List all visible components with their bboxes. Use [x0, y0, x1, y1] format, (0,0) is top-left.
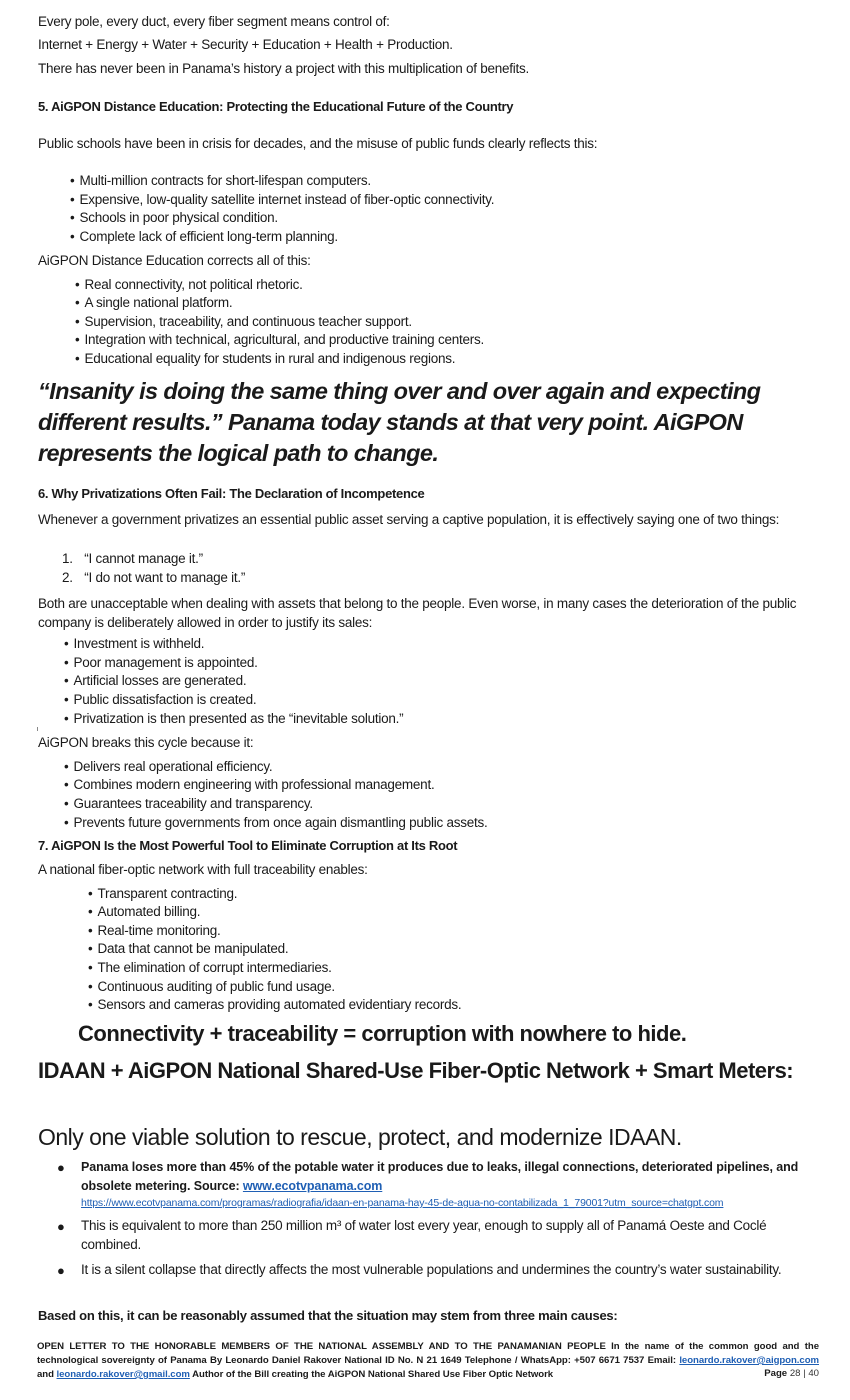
- bullet-icon: ●: [57, 1219, 65, 1234]
- intro-line-3: There has never been in Panama’s history a project with this multiplication of benefits.: [38, 61, 530, 76]
- idaan-bullet-3: It is a silent collapse that directly affects the most vulnerable populations and undermines the country’s water sustainability.: [81, 1262, 782, 1277]
- breaks-item: • Combines modern engineering with professional management.: [64, 777, 434, 792]
- numbered-item-number: 1.: [62, 551, 73, 566]
- source-url-link[interactable]: https://www.ecotvpanama.com/programas/radiografia/idaan-en-panama-hay-45-de-agua-no-contabilizada_1_79001?utm_source=chatgpt.com: [81, 1197, 724, 1209]
- problem-item: • Schools in poor physical condition.: [70, 210, 278, 225]
- idaan-bullet-1: [81, 1158, 821, 1211]
- problem-item: • Complete lack of efficient long-term planning.: [70, 229, 338, 244]
- enables-item: • Sensors and cameras providing automated evidentiary records.: [88, 997, 461, 1012]
- breaks-item: • Delivers real operational efficiency.: [64, 759, 272, 774]
- email-link-gmail[interactable]: leonardo.rakover@gmail.com: [56, 1369, 190, 1380]
- footer-author: Author of the Bill creating the AiGPON National Shared Use Fiber Optic Network: [189, 1369, 554, 1380]
- solution-item: • Educational equality for students in rural and indigenous regions.: [75, 351, 455, 366]
- step-item: • Investment is withheld.: [64, 636, 204, 651]
- page-separator: |: [803, 1368, 806, 1379]
- intro-line-1: Every pole, every duct, every fiber segment means control of:: [38, 14, 390, 29]
- page-total: 40: [808, 1368, 819, 1379]
- email-link-aigpon[interactable]: leonardo.rakover@aigpon.com: [679, 1355, 819, 1366]
- numbered-item-2: [62, 570, 245, 585]
- idaan-conclusion: Based on this, it can be reasonably assumed that the situation may stem from three main causes:: [38, 1308, 618, 1323]
- enables-item: • Real-time monitoring.: [88, 923, 221, 938]
- problem-item: • Multi-million contracts for short-lifespan computers.: [70, 173, 371, 188]
- breaks-item: • Guarantees traceability and transparency.: [64, 796, 313, 811]
- step-item: • Artificial losses are generated.: [64, 673, 246, 688]
- section-6-breaks-intro: AiGPON breaks this cycle because it:: [38, 735, 254, 750]
- corruption-slogan: Connectivity + traceability = corruption with nowhere to hide.: [78, 1021, 687, 1046]
- footer-and: and: [37, 1369, 57, 1380]
- numbered-item-text: “I cannot manage it.”: [84, 551, 203, 566]
- idaan-bullet-2: This is equivalent to more than 250 million m³ of water lost every year, enough to supply all of Panamá Oeste and Coclé combined.: [81, 1218, 767, 1252]
- footer-text: OPEN LETTER TO THE HONORABLE MEMBERS OF THE NATIONAL ASSEMBLY AND TO THE PANAMANIAN PEOPLE In the name of the common good and the technological sovereignty of Panama By Leonardo Daniel Rakover National ID No. N 21 1649 Telephone / WhatsApp: +507 6671 7537 Email:: [37, 1341, 819, 1366]
- idaan-bullet-1-text: Panama loses more than 45% of the potable water it produces due to leaks, illegal connections, deteriorated pipelines, and obsolete metering. Source:: [81, 1160, 799, 1193]
- section-5-heading: 5. AiGPON Distance Education: Protecting the Educational Future of the Country: [38, 99, 514, 114]
- solution-item: • Integration with technical, agricultural, and productive training centers.: [75, 332, 484, 347]
- section-7-heading: 7. AiGPON Is the Most Powerful Tool to Eliminate Corruption at Its Root: [38, 838, 458, 853]
- section-6-both-paragraph: Both are unacceptable when dealing with assets that belong to the people. Even worse, in many cases the deterioration of the public company is deliberately allowed in order to justify its sales:: [38, 596, 797, 630]
- numbered-item-number: 2.: [62, 570, 73, 585]
- solution-item: • Real connectivity, not political rhetoric.: [75, 277, 303, 292]
- problem-item: • Expensive, low-quality satellite internet instead of fiber-optic connectivity.: [70, 192, 494, 207]
- ecotv-link[interactable]: www.ecotvpanama.com: [242, 1179, 383, 1193]
- enables-item: • Automated billing.: [88, 904, 200, 919]
- section-6-intro: Whenever a government privatizes an essential public asset serving a captive population, it is effectively saying one of two things:: [38, 512, 780, 527]
- page-number: [764, 1368, 819, 1379]
- stray-mark: [37, 727, 38, 731]
- enables-item: • Continuous auditing of public fund usage.: [88, 979, 335, 994]
- solution-item: • A single national platform.: [75, 295, 232, 310]
- enables-item: • Data that cannot be manipulated.: [88, 941, 288, 956]
- section-5-intro: Public schools have been in crisis for decades, and the misuse of public funds clearly reflects this:: [38, 136, 598, 151]
- idaan-subtitle: Only one viable solution to rescue, protect, and modernize IDAAN.: [38, 1124, 682, 1150]
- insanity-quote: “Insanity is doing the same thing over and over again and expecting different results.” Panama today stands at that very point. AiGPON represents the logical path to change.: [38, 378, 761, 466]
- idaan-title: IDAAN + AiGPON National Shared-Use Fiber-Optic Network + Smart Meters:: [38, 1058, 794, 1083]
- breaks-item: • Prevents future governments from once again dismantling public assets.: [64, 815, 487, 830]
- bullet-icon: ●: [57, 1263, 65, 1278]
- enables-item: • The elimination of corrupt intermediaries.: [88, 960, 332, 975]
- page-label: Page: [764, 1368, 788, 1379]
- numbered-item-1: [62, 551, 203, 566]
- page-footer: [37, 1340, 819, 1382]
- step-item: • Privatization is then presented as the “inevitable solution.”: [64, 711, 403, 726]
- section-6-heading: 6. Why Privatizations Often Fail: The Declaration of Incompetence: [38, 486, 425, 501]
- step-item: • Public dissatisfaction is created.: [64, 692, 256, 707]
- enables-item: • Transparent contracting.: [88, 886, 237, 901]
- intro-line-2: Internet + Energy + Water + Security + Education + Health + Production.: [38, 37, 453, 52]
- step-item: • Poor management is appointed.: [64, 655, 258, 670]
- page-current: 28: [789, 1368, 801, 1379]
- bullet-icon: ●: [57, 1160, 65, 1175]
- numbered-item-text: “I do not want to manage it.”: [84, 570, 246, 585]
- section-7-intro: A national fiber-optic network with full traceability enables:: [38, 862, 368, 877]
- section-5-corrects-intro: AiGPON Distance Education corrects all of this:: [38, 253, 311, 268]
- solution-item: • Supervision, traceability, and continuous teacher support.: [75, 314, 412, 329]
